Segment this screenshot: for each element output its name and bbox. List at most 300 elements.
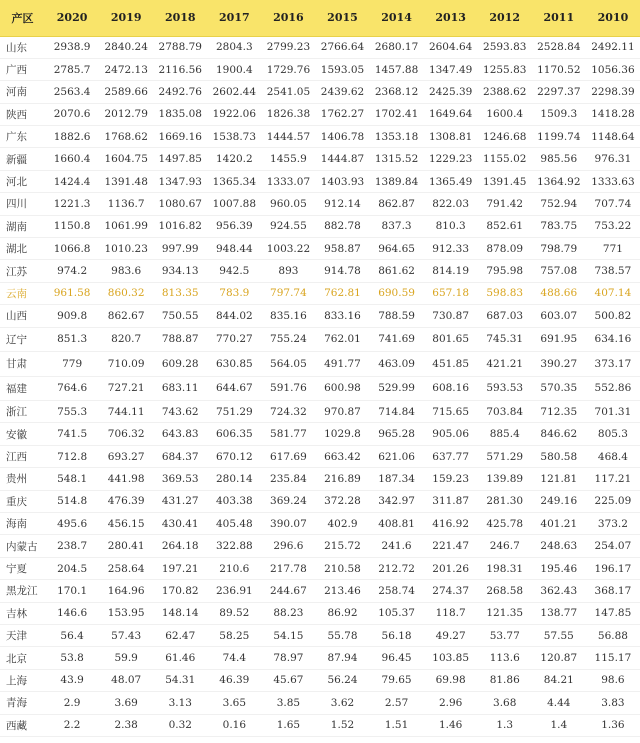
region-cell: 黑龙江 (0, 580, 45, 602)
table-row (0, 352, 640, 377)
value-cell: 684.37 (153, 445, 207, 467)
value-cell: 751.29 (207, 401, 261, 423)
region-cell: 辽宁 (0, 327, 45, 352)
value-cell: 407.14 (586, 282, 640, 304)
value-cell: 56.4 (45, 624, 99, 646)
value-cell: 1333.07 (261, 170, 315, 192)
value-cell: 1882.6 (45, 126, 99, 148)
table-row (0, 170, 640, 192)
value-cell: 1199.74 (532, 126, 586, 148)
value-cell: 974.2 (45, 260, 99, 282)
value-cell: 833.16 (315, 305, 369, 327)
region-cell: 天津 (0, 624, 45, 646)
value-cell: 48.07 (99, 669, 153, 691)
value-cell: 770.27 (207, 327, 261, 352)
table-row (0, 215, 640, 237)
value-cell: 529.99 (370, 376, 424, 401)
value-cell: 362.43 (532, 580, 586, 602)
value-cell: 196.17 (586, 557, 640, 579)
value-cell: 707.74 (586, 193, 640, 215)
value-cell: 170.1 (45, 580, 99, 602)
value-cell: 1.46 (424, 714, 478, 736)
value-cell: 591.76 (261, 376, 315, 401)
header-cell-year: 2010 (586, 0, 640, 36)
value-cell: 204.5 (45, 557, 99, 579)
value-cell: 403.38 (207, 490, 261, 512)
region-cell: 湖北 (0, 238, 45, 260)
value-cell: 2492.11 (586, 36, 640, 58)
value-cell: 49.27 (424, 624, 478, 646)
value-cell: 621.06 (370, 445, 424, 467)
table-row (0, 36, 640, 58)
value-cell: 2788.79 (153, 36, 207, 58)
value-cell: 217.78 (261, 557, 315, 579)
value-cell: 762.01 (315, 327, 369, 352)
value-cell: 2563.4 (45, 81, 99, 103)
value-cell: 1900.4 (207, 58, 261, 80)
region-cell: 宁夏 (0, 557, 45, 579)
value-cell: 405.48 (207, 513, 261, 535)
header-row (0, 0, 640, 36)
value-cell: 2766.64 (315, 36, 369, 58)
table-row (0, 468, 640, 490)
value-cell: 373.17 (586, 352, 640, 377)
value-cell: 783.75 (532, 215, 586, 237)
value-cell: 1457.88 (370, 58, 424, 80)
value-cell: 1056.36 (586, 58, 640, 80)
value-cell: 2589.66 (99, 81, 153, 103)
value-cell: 2804.3 (207, 36, 261, 58)
value-cell: 280.41 (99, 535, 153, 557)
table-row (0, 238, 640, 260)
region-cell: 四川 (0, 193, 45, 215)
value-cell: 210.58 (315, 557, 369, 579)
value-cell: 1600.4 (478, 103, 532, 125)
value-cell: 2.57 (370, 692, 424, 714)
value-cell: 724.32 (261, 401, 315, 423)
value-cell: 249.16 (532, 490, 586, 512)
value-cell: 1353.18 (370, 126, 424, 148)
value-cell: 1010.23 (99, 238, 153, 260)
value-cell: 846.62 (532, 423, 586, 445)
region-cell: 重庆 (0, 490, 45, 512)
value-cell: 753.22 (586, 215, 640, 237)
value-cell: 1.51 (370, 714, 424, 736)
table-row (0, 535, 640, 557)
value-cell: 862.87 (370, 193, 424, 215)
value-cell: 630.85 (207, 352, 261, 377)
value-cell: 1922.06 (207, 103, 261, 125)
table-row (0, 260, 640, 282)
value-cell: 598.83 (478, 282, 532, 304)
value-cell: 105.37 (370, 602, 424, 624)
value-cell: 238.7 (45, 535, 99, 557)
value-cell: 45.67 (261, 669, 315, 691)
value-cell: 1.3 (478, 714, 532, 736)
value-cell: 225.09 (586, 490, 640, 512)
value-cell: 2070.6 (45, 103, 99, 125)
value-cell: 62.47 (153, 624, 207, 646)
value-cell: 2439.62 (315, 81, 369, 103)
value-cell: 322.88 (207, 535, 261, 557)
value-cell: 1170.52 (532, 58, 586, 80)
value-cell: 997.99 (153, 238, 207, 260)
region-cell: 广东 (0, 126, 45, 148)
region-cell: 安徽 (0, 423, 45, 445)
header-cell-year: 2016 (261, 0, 315, 36)
value-cell: 2602.44 (207, 81, 261, 103)
value-cell: 79.65 (370, 669, 424, 691)
table-row (0, 669, 640, 691)
value-cell: 244.67 (261, 580, 315, 602)
value-cell: 121.35 (478, 602, 532, 624)
value-cell: 893 (261, 260, 315, 282)
value-cell: 1.4 (532, 714, 586, 736)
value-cell: 421.21 (478, 352, 532, 377)
value-cell: 3.65 (207, 692, 261, 714)
value-cell: 965.28 (370, 423, 424, 445)
value-cell: 663.42 (315, 445, 369, 467)
value-cell: 2368.12 (370, 81, 424, 103)
value-cell: 139.89 (478, 468, 532, 490)
value-cell: 53.77 (478, 624, 532, 646)
value-cell: 198.31 (478, 557, 532, 579)
value-cell: 2.38 (99, 714, 153, 736)
value-cell: 755.24 (261, 327, 315, 352)
value-cell: 712.35 (532, 401, 586, 423)
value-cell: 985.56 (532, 148, 586, 170)
value-cell: 2541.05 (261, 81, 315, 103)
value-cell: 390.07 (261, 513, 315, 535)
value-cell: 103.85 (424, 647, 478, 669)
value-cell: 401.21 (532, 513, 586, 535)
value-cell: 61.46 (153, 647, 207, 669)
value-cell: 1826.38 (261, 103, 315, 125)
value-cell: 451.85 (424, 352, 478, 377)
value-cell: 2799.23 (261, 36, 315, 58)
value-cell: 3.68 (478, 692, 532, 714)
value-cell: 264.18 (153, 535, 207, 557)
value-cell: 2297.37 (532, 81, 586, 103)
value-cell: 2785.7 (45, 58, 99, 80)
value-cell: 570.35 (532, 376, 586, 401)
table-body (0, 36, 640, 736)
table-row (0, 126, 640, 148)
value-cell: 764.6 (45, 376, 99, 401)
value-cell: 1061.99 (99, 215, 153, 237)
table-row (0, 714, 640, 736)
value-cell: 964.65 (370, 238, 424, 260)
value-cell: 456.15 (99, 513, 153, 535)
region-cell: 北京 (0, 647, 45, 669)
region-cell: 河南 (0, 81, 45, 103)
value-cell: 441.98 (99, 468, 153, 490)
value-cell: 98.6 (586, 669, 640, 691)
header-cell-year: 2012 (478, 0, 532, 36)
value-cell: 1762.27 (315, 103, 369, 125)
value-cell: 408.81 (370, 513, 424, 535)
value-cell: 801.65 (424, 327, 478, 352)
value-cell: 683.11 (153, 376, 207, 401)
value-cell: 221.47 (424, 535, 478, 557)
table-row (0, 193, 640, 215)
value-cell: 878.09 (478, 238, 532, 260)
value-cell: 813.35 (153, 282, 207, 304)
region-cell: 甘肃 (0, 352, 45, 377)
table-row (0, 305, 640, 327)
value-cell: 246.7 (478, 535, 532, 557)
value-cell: 956.39 (207, 215, 261, 237)
region-cell: 湖南 (0, 215, 45, 237)
table-row (0, 148, 640, 170)
value-cell: 1702.41 (370, 103, 424, 125)
value-cell: 56.88 (586, 624, 640, 646)
table-row (0, 602, 640, 624)
value-cell: 693.27 (99, 445, 153, 467)
value-cell: 1150.8 (45, 215, 99, 237)
value-cell: 862.67 (99, 305, 153, 327)
value-cell: 1.52 (315, 714, 369, 736)
region-cell: 青海 (0, 692, 45, 714)
header-cell-year: 2019 (99, 0, 153, 36)
value-cell: 372.28 (315, 490, 369, 512)
value-cell: 78.97 (261, 647, 315, 669)
value-cell: 187.34 (370, 468, 424, 490)
value-cell: 3.83 (586, 692, 640, 714)
value-cell: 600.98 (315, 376, 369, 401)
value-cell: 750.55 (153, 305, 207, 327)
value-cell: 54.15 (261, 624, 315, 646)
value-cell: 580.58 (532, 445, 586, 467)
value-cell: 57.43 (99, 624, 153, 646)
value-cell: 1347.49 (424, 58, 478, 80)
value-cell: 912.14 (315, 193, 369, 215)
region-cell: 福建 (0, 376, 45, 401)
value-cell: 861.62 (370, 260, 424, 282)
value-cell: 213.46 (315, 580, 369, 602)
value-cell: 1308.81 (424, 126, 478, 148)
region-cell: 江苏 (0, 260, 45, 282)
table-row (0, 401, 640, 423)
value-cell: 1255.83 (478, 58, 532, 80)
header-cell-year: 2014 (370, 0, 424, 36)
value-cell: 3.85 (261, 692, 315, 714)
value-cell: 425.78 (478, 513, 532, 535)
value-cell: 712.8 (45, 445, 99, 467)
value-cell: 564.05 (261, 352, 315, 377)
value-cell: 783.9 (207, 282, 261, 304)
value-cell: 2012.79 (99, 103, 153, 125)
header-cell-year: 2011 (532, 0, 586, 36)
value-cell: 89.52 (207, 602, 261, 624)
value-cell: 851.3 (45, 327, 99, 352)
value-cell: 779 (45, 352, 99, 377)
value-cell: 2425.39 (424, 81, 478, 103)
value-cell: 1016.82 (153, 215, 207, 237)
region-cell: 海南 (0, 513, 45, 535)
header-cell-year: 2015 (315, 0, 369, 36)
value-cell: 248.63 (532, 535, 586, 557)
value-cell: 120.87 (532, 647, 586, 669)
value-cell: 87.94 (315, 647, 369, 669)
value-cell: 1835.08 (153, 103, 207, 125)
value-cell: 1229.23 (424, 148, 478, 170)
value-cell: 311.87 (424, 490, 478, 512)
value-cell: 912.33 (424, 238, 478, 260)
value-cell: 571.29 (478, 445, 532, 467)
value-cell: 805.3 (586, 423, 640, 445)
value-cell: 0.16 (207, 714, 261, 736)
value-cell: 164.96 (99, 580, 153, 602)
value-cell: 2492.76 (153, 81, 207, 103)
value-cell: 1155.02 (478, 148, 532, 170)
value-cell: 1420.2 (207, 148, 261, 170)
value-cell: 960.05 (261, 193, 315, 215)
value-cell: 88.23 (261, 602, 315, 624)
value-cell: 714.84 (370, 401, 424, 423)
value-cell: 1365.49 (424, 170, 478, 192)
table-row (0, 557, 640, 579)
value-cell: 2388.62 (478, 81, 532, 103)
value-cell: 121.81 (532, 468, 586, 490)
value-cell: 983.6 (99, 260, 153, 282)
value-cell: 835.16 (261, 305, 315, 327)
value-cell: 1455.9 (261, 148, 315, 170)
value-cell: 138.77 (532, 602, 586, 624)
value-cell: 2.2 (45, 714, 99, 736)
value-cell: 1221.3 (45, 193, 99, 215)
value-cell: 934.13 (153, 260, 207, 282)
value-cell: 491.77 (315, 352, 369, 377)
region-cell: 江西 (0, 445, 45, 467)
value-cell: 56.24 (315, 669, 369, 691)
value-cell: 730.87 (424, 305, 478, 327)
table-row (0, 423, 640, 445)
value-cell: 1007.88 (207, 193, 261, 215)
value-cell: 1729.76 (261, 58, 315, 80)
region-cell: 山西 (0, 305, 45, 327)
value-cell: 757.08 (532, 260, 586, 282)
table-row (0, 58, 640, 80)
value-cell: 1538.73 (207, 126, 261, 148)
value-cell: 1649.64 (424, 103, 478, 125)
region-cell: 吉林 (0, 602, 45, 624)
value-cell: 552.86 (586, 376, 640, 401)
value-cell: 844.02 (207, 305, 261, 327)
table-row (0, 513, 640, 535)
value-cell: 1444.57 (261, 126, 315, 148)
value-cell: 752.94 (532, 193, 586, 215)
table-row (0, 376, 640, 401)
header-cell-year: 2017 (207, 0, 261, 36)
value-cell: 905.06 (424, 423, 478, 445)
value-cell: 1593.05 (315, 58, 369, 80)
value-cell: 369.53 (153, 468, 207, 490)
value-cell: 657.18 (424, 282, 478, 304)
value-cell: 1444.87 (315, 148, 369, 170)
value-cell: 215.72 (315, 535, 369, 557)
value-cell: 416.92 (424, 513, 478, 535)
value-cell: 970.87 (315, 401, 369, 423)
value-cell: 2.9 (45, 692, 99, 714)
value-cell: 197.21 (153, 557, 207, 579)
value-cell: 2593.83 (478, 36, 532, 58)
value-cell: 113.6 (478, 647, 532, 669)
value-cell: 254.07 (586, 535, 640, 557)
value-cell: 606.35 (207, 423, 261, 445)
value-cell: 268.58 (478, 580, 532, 602)
value-cell: 1364.92 (532, 170, 586, 192)
value-cell: 744.11 (99, 401, 153, 423)
value-cell: 670.12 (207, 445, 261, 467)
value-cell: 703.84 (478, 401, 532, 423)
value-cell: 1.65 (261, 714, 315, 736)
value-cell: 170.82 (153, 580, 207, 602)
value-cell: 797.74 (261, 282, 315, 304)
value-cell: 153.95 (99, 602, 153, 624)
value-cell: 2938.9 (45, 36, 99, 58)
value-cell: 637.77 (424, 445, 478, 467)
value-cell: 495.6 (45, 513, 99, 535)
value-cell: 1403.93 (315, 170, 369, 192)
value-cell: 69.98 (424, 669, 478, 691)
value-cell: 798.79 (532, 238, 586, 260)
region-cell: 广西 (0, 58, 45, 80)
value-cell: 814.19 (424, 260, 478, 282)
value-cell: 1365.34 (207, 170, 261, 192)
value-cell: 1347.93 (153, 170, 207, 192)
value-cell: 463.09 (370, 352, 424, 377)
value-cell: 81.86 (478, 669, 532, 691)
value-cell: 690.59 (370, 282, 424, 304)
value-cell: 609.28 (153, 352, 207, 377)
value-cell: 2298.39 (586, 81, 640, 103)
value-cell: 201.26 (424, 557, 478, 579)
value-cell: 788.87 (153, 327, 207, 352)
value-cell: 147.85 (586, 602, 640, 624)
value-cell: 976.31 (586, 148, 640, 170)
value-cell: 771 (586, 238, 640, 260)
value-cell: 701.31 (586, 401, 640, 423)
table-row (0, 580, 640, 602)
value-cell: 1660.4 (45, 148, 99, 170)
value-cell: 762.81 (315, 282, 369, 304)
value-cell: 852.61 (478, 215, 532, 237)
value-cell: 1497.85 (153, 148, 207, 170)
header-cell-year: 2020 (45, 0, 99, 36)
value-cell: 3.13 (153, 692, 207, 714)
value-cell: 117.21 (586, 468, 640, 490)
value-cell: 3.69 (99, 692, 153, 714)
value-cell: 795.98 (478, 260, 532, 282)
value-cell: 146.6 (45, 602, 99, 624)
value-cell: 2528.84 (532, 36, 586, 58)
value-cell: 603.07 (532, 305, 586, 327)
value-cell: 727.21 (99, 376, 153, 401)
value-cell: 909.8 (45, 305, 99, 327)
value-cell: 1604.75 (99, 148, 153, 170)
value-cell: 914.78 (315, 260, 369, 282)
value-cell: 1246.68 (478, 126, 532, 148)
value-cell: 368.17 (586, 580, 640, 602)
value-cell: 1.36 (586, 714, 640, 736)
value-cell: 820.7 (99, 327, 153, 352)
value-cell: 280.14 (207, 468, 261, 490)
region-cell: 贵州 (0, 468, 45, 490)
value-cell: 1003.22 (261, 238, 315, 260)
value-cell: 1315.52 (370, 148, 424, 170)
region-cell: 云南 (0, 282, 45, 304)
